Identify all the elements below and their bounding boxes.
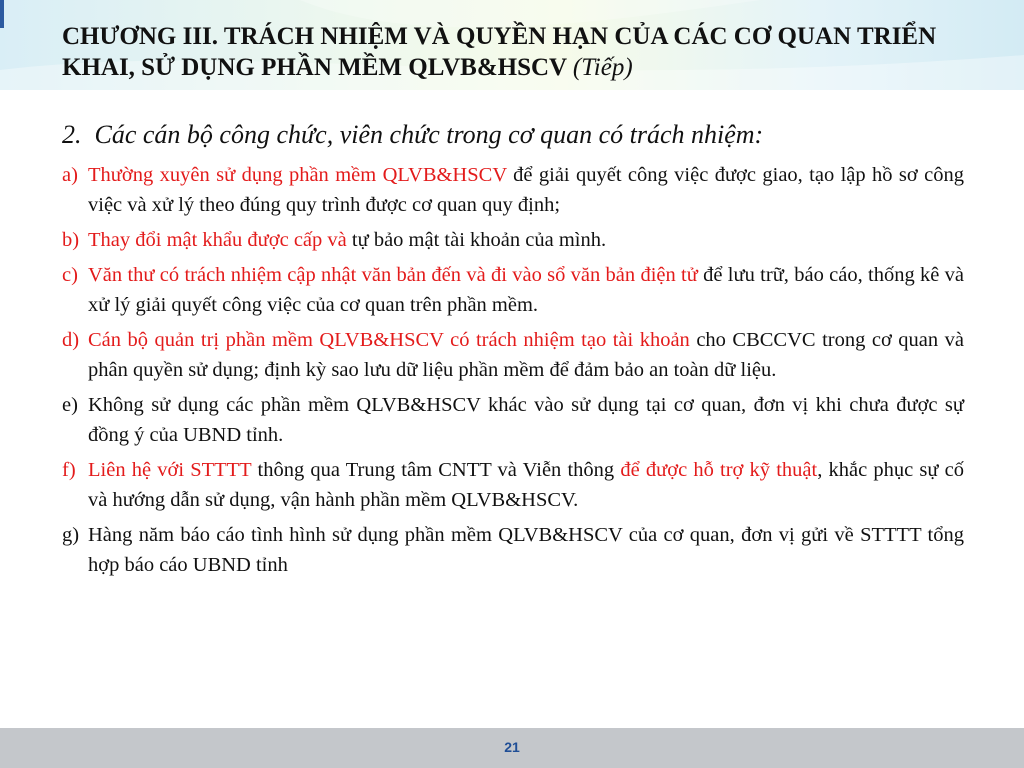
list-item-label: b) (62, 229, 80, 251)
body-text: để lưu trữ, báo cáo, thống kê và xử lý giải quyết công việc của cơ quan trên phần mềm. (88, 264, 964, 316)
list-item-label: c) (62, 264, 78, 286)
body-text: cho CBCCVC trong cơ quan và phân quyền sử dụng; định kỳ sao lưu dữ liệu phần mềm để đảm bảo an toàn dữ liệu. (88, 329, 964, 381)
body-text: thông qua Trung tâm CNTT và Viễn thông (251, 459, 621, 481)
highlighted-text: Cán bộ quản trị phần mềm QLVB&HSCV có trách nhiệm tạo tài khoản (88, 329, 690, 351)
list-item-text (88, 325, 964, 385)
list-item-text (88, 225, 964, 255)
list-item-label: f) (62, 459, 76, 481)
section-heading (62, 118, 964, 152)
highlighted-text: Văn thư có trách nhiệm cập nhật văn bản đến và đi vào sổ văn bản điện tử (88, 264, 698, 286)
list-item (62, 455, 964, 515)
highlighted-text: Liên hệ với STTTT (88, 459, 252, 481)
footer-bar (0, 728, 1024, 768)
slide-title (62, 21, 967, 83)
slide-body (62, 118, 964, 585)
list-item-label: a) (62, 164, 78, 186)
slide-title-suffix: (Tiếp) (572, 54, 633, 81)
list-item-text (88, 455, 964, 515)
list-item (62, 390, 964, 450)
list-item-label: g) (62, 524, 80, 546)
list-item (62, 225, 964, 255)
highlighted-text: để được hỗ trợ kỹ thuật (620, 459, 818, 481)
list-item (62, 160, 964, 220)
list-item-label: d) (62, 329, 80, 351)
list-item-text (88, 160, 964, 220)
page-number: 21 (504, 739, 520, 755)
highlighted-text: Thường xuyên sử dụng phần mềm QLVB&HSCV (88, 164, 507, 186)
body-text: Không sử dụng các phần mềm QLVB&HSCV khác vào sử dụng tại cơ quan, đơn vị khi chưa được sự đồng ý của UBND tỉnh. (88, 394, 964, 446)
body-text: Hàng năm báo cáo tình hình sử dụng phần mềm QLVB&HSCV của cơ quan, đơn vị gửi về STTTT tổng hợp báo cáo UBND tỉnh (88, 524, 964, 576)
list-item (62, 520, 964, 580)
section-heading-text: Các cán bộ công chức, viên chức trong cơ quan có trách nhiệm: (94, 120, 764, 149)
body-text: để giải quyết công việc được giao, tạo lập hồ sơ công việc và xử lý theo đúng quy trình được cơ quan quy định; (88, 164, 964, 216)
list-item (62, 260, 964, 320)
list-item-text (88, 260, 964, 320)
slide-title-text: CHƯƠNG III. TRÁCH NHIỆM VÀ QUYỀN HẠN CỦA CÁC CƠ QUAN TRIỂN KHAI, SỬ DỤNG PHẦN MỀM QLVB&HSCV (62, 23, 937, 81)
list-item-text (88, 520, 964, 580)
section-number: 2. (62, 120, 82, 149)
body-text: tự bảo mật tài khoản của mình. (346, 229, 607, 251)
list-item (62, 325, 964, 385)
responsibility-list (62, 160, 964, 580)
list-item-text (88, 390, 964, 450)
list-item-label: e) (62, 394, 78, 416)
highlighted-text: Thay đổi mật khẩu được cấp và (88, 229, 347, 251)
body-text: , khắc phục sự cố và hướng dẫn sử dụng, vận hành phần mềm QLVB&HSCV. (88, 459, 964, 511)
